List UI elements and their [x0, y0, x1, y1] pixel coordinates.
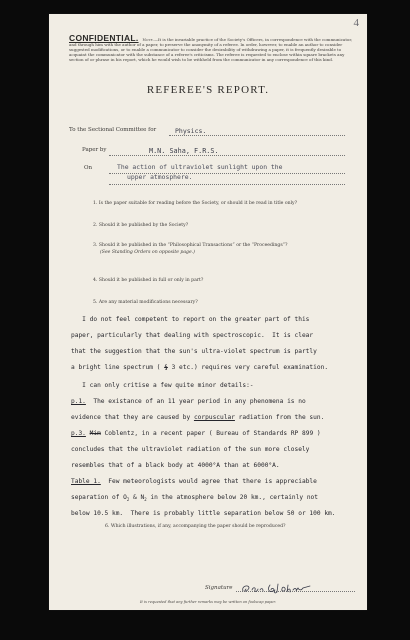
report-line-part: 3 etc.) requires very careful examination.: [167, 364, 329, 371]
folio-number: 4: [353, 17, 359, 29]
report-line-part: a bright line spectrum (: [71, 364, 165, 371]
subscript: 2: [144, 497, 147, 503]
question-5: 5. Are any material modifications necessary?: [93, 300, 198, 305]
page-ref: p.3.: [71, 430, 86, 437]
question-4: 4. Should it be published in full or only in part?: [93, 278, 204, 283]
committee-value: Physics.: [175, 127, 207, 135]
on-label: On: [84, 165, 93, 171]
committee-label: To the Sectional Committee for: [69, 127, 157, 133]
report-line-part: in the atmosphere below 20 km., certainly not: [146, 494, 318, 501]
referee-report-page: [49, 14, 367, 610]
question-1: 1. Is the paper suitable for reading before the Society, or should it be read in title only?: [93, 201, 298, 206]
paper-title-line-1: The action of ultraviolet sunlight upon the: [117, 163, 283, 171]
report-line-part: radiation from the sun.: [234, 414, 325, 421]
paper-by-field: [109, 147, 345, 156]
report-line-part: Coblentz, in a recent paper ( Bureau of Standards RP 899 ): [100, 430, 321, 437]
question-2: 2. Should it be published by the Society?: [93, 223, 189, 228]
question-6: 6. Which illustrations, if any, accompanying the paper should be reproduced?: [105, 524, 286, 529]
report-line-part: Few meteorologists would agree that there is appreciable: [100, 478, 317, 485]
table-ref: Table 1.: [71, 478, 101, 485]
question-3: [93, 243, 287, 256]
report-line-part: separation of O: [71, 494, 127, 501]
report-line: I can only critise a few quite minor details:-: [71, 382, 254, 389]
struck-word: Mim: [89, 430, 101, 437]
handwritten-signature: [240, 581, 320, 595]
signature-label: Signature: [205, 585, 233, 591]
paper-by-value: M.N. Saha, F.R.S.: [149, 147, 219, 155]
page-ref: p.1.: [71, 398, 86, 405]
footer-note: It is requested that any further remarks may be written on foolscap paper.: [139, 600, 276, 604]
report-line-part: & N: [129, 494, 145, 501]
note-lead: Note.: [142, 37, 154, 42]
paper-title-line-2: upper atmosphere.: [127, 173, 193, 181]
report-line: [71, 430, 321, 437]
underlined-word: corpuscular: [193, 414, 235, 421]
section-mark: §: [164, 364, 168, 371]
committee-field: [169, 127, 345, 136]
confidential-label: CONFIDENTIAL.: [69, 33, 139, 43]
question-3-note: (See Standing Orders on opposite page.): [100, 249, 195, 255]
report-line: I do not feel competent to report on the greater part of this: [71, 316, 310, 323]
report-line-part: evidence that they are caused by: [71, 414, 194, 421]
confidential-text: —It is the invariable practice of the Society's Officers, in correspondence with the communicator, and through him with the author of a paper, to preserve the anonymity of a referee. In order, however, to enable an author to consider suggested modifications, or to enable a communicator to consider the desirability of withdrawing a paper, it is frequently desirable to acquaint the communicator with the substance of a referee's criticisms. The referee is requested to enclose within square brackets any section of or phrase in his report, which he would wish to be withheld from the communicator in any correspondence of this kind.: [69, 37, 353, 62]
paper-title: [117, 162, 282, 182]
report-line: that the suggestion that the sun's ultra-violet spectrum is partly: [71, 348, 317, 355]
report-line: paper, particularly that dealing with spectroscopic. It is clear: [71, 332, 314, 339]
report-line-part: The existance of an 11 year period in any phenomena is no: [85, 398, 306, 405]
paper-by-label: Paper by: [82, 147, 107, 153]
report-heading: REFEREE'S REPORT.: [146, 84, 270, 96]
report-line: [71, 414, 324, 421]
confidential-notice: [69, 33, 357, 62]
on-field-line-2: [109, 183, 345, 185]
report-line: resembles that of a black body at 4000°A than at 6000°A.: [71, 462, 280, 469]
report-line: concludes that the ultraviolet radiation of the sun more closely: [71, 446, 310, 453]
report-line: [71, 364, 328, 371]
report-line: [71, 478, 317, 485]
signature-row: [205, 581, 355, 593]
question-3-text: 3. Should it be published in the “Philosophical Transactions” or the “Proceedings”?: [93, 243, 288, 248]
report-line: below 10.5 km. There is probably little separation below 50 or 100 km.: [71, 510, 336, 517]
subscript: 2: [126, 497, 130, 503]
report-line: [71, 494, 318, 502]
report-line: [71, 398, 306, 405]
